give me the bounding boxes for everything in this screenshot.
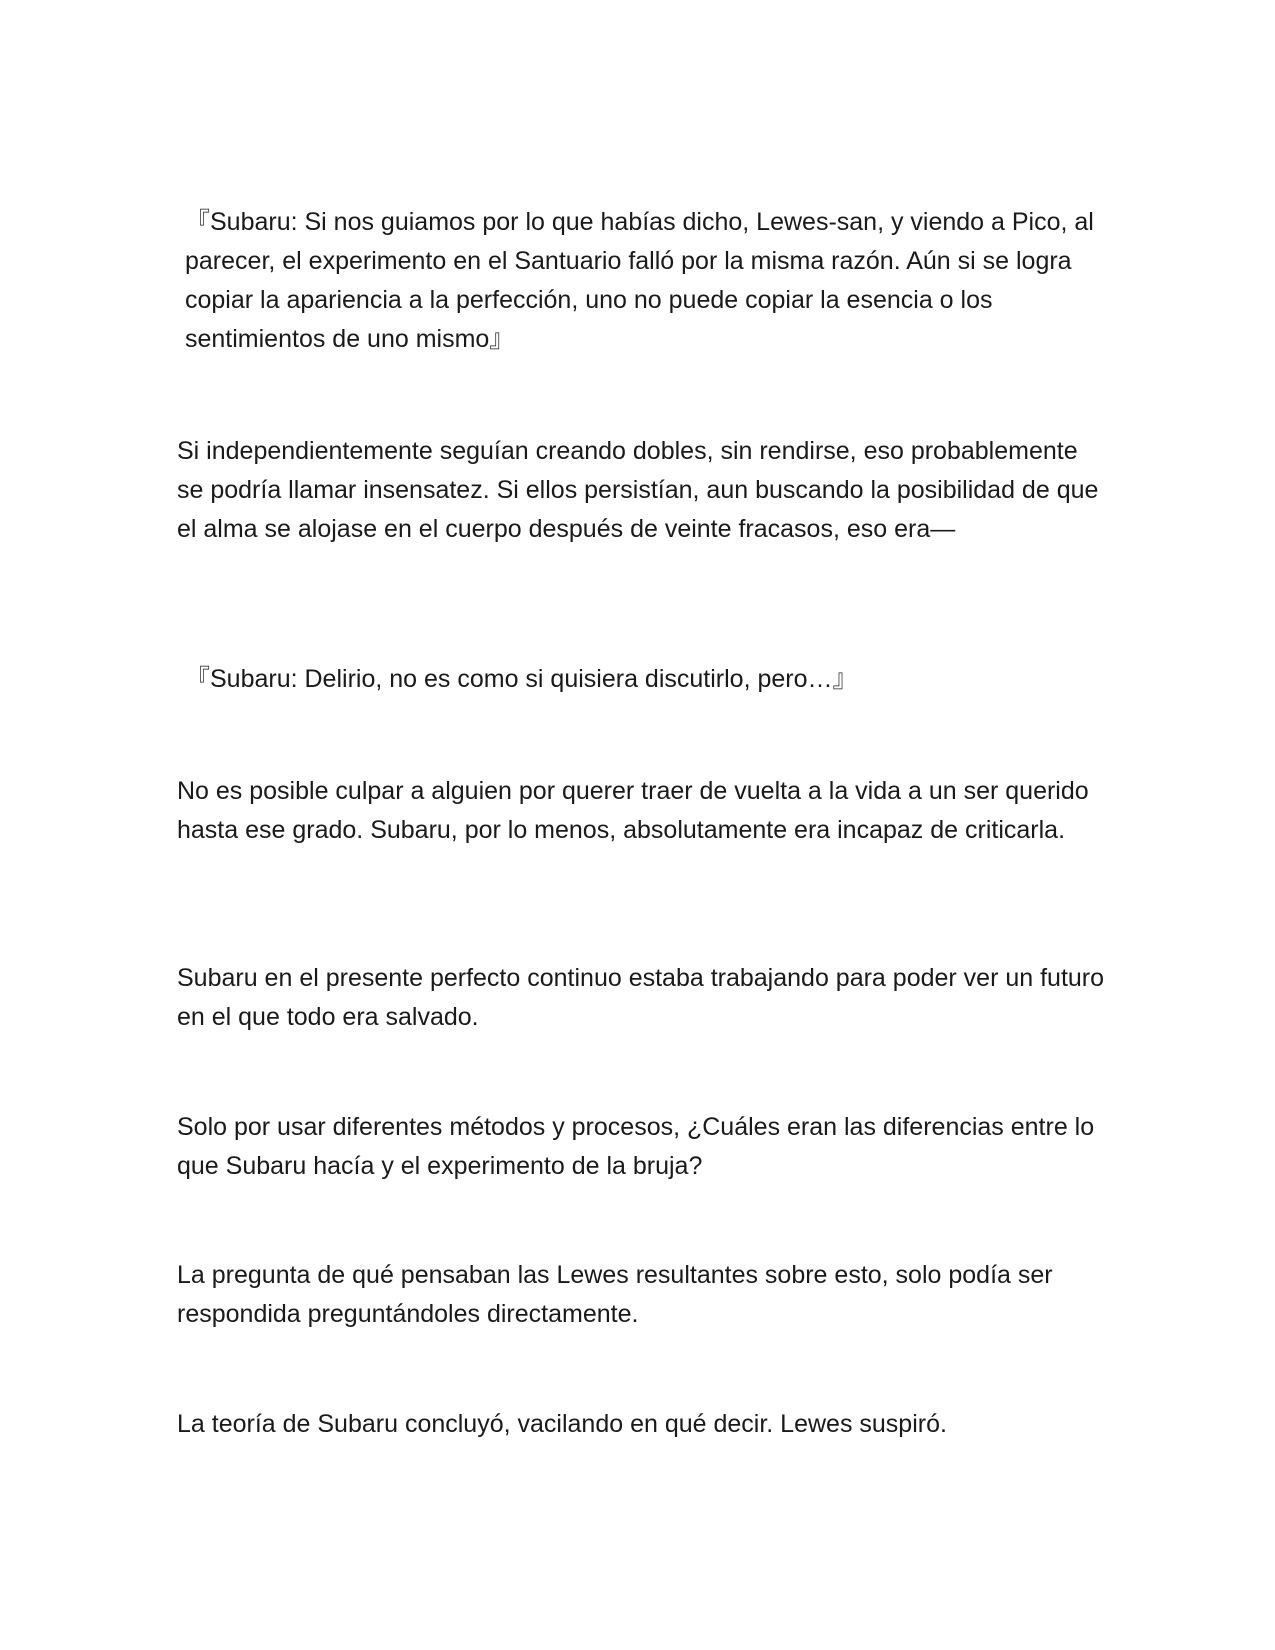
narration-paragraph-question: La pregunta de qué pensaban las Lewes resultantes sobre esto, solo podía ser respondida preguntándoles directamente. — [177, 1261, 1053, 1328]
narration-paragraph-doubles: Si independientemente seguían creando dobles, sin rendirse, eso probablemente se podría llamar insensatez. Si ellos persistían, aun buscando la posibilidad de que el alma se alojase en el cuerpo después de veinte fracasos, eso era— — [177, 437, 1099, 543]
dialogue-paragraph-subaru-delirio: 『Subaru: Delirio, no es como si quisiera discutirlo, pero…』 — [185, 665, 858, 693]
dialogue-paragraph-subaru-theory: 『Subaru: Si nos guiamos por lo que habías dicho, Lewes-san, y viendo a Pico, al parecer, el experimento en el Santuario falló por la misma razón. Aún si se logra copiar la apariencia a la perfección, uno no puede copiar la esencia o los sentimientos de uno mismo』 — [185, 208, 1094, 353]
narration-paragraph-conclusion: La teoría de Subaru concluyó, vacilando en qué decir. Lewes suspiró. — [177, 1410, 947, 1438]
narration-paragraph-differences: Solo por usar diferentes métodos y procesos, ¿Cuáles eran las diferencias entre lo que Subaru hacía y el experimento de la bruja? — [177, 1113, 1095, 1180]
narration-paragraph-blame: No es posible culpar a alguien por querer traer de vuelta a la vida a un ser querido hasta ese grado. Subaru, por lo menos, absolutamente era incapaz de criticarla. — [177, 777, 1089, 844]
narration-paragraph-present: Subaru en el presente perfecto continuo estaba trabajando para poder ver un futuro en el que todo era salvado. — [177, 964, 1105, 1031]
